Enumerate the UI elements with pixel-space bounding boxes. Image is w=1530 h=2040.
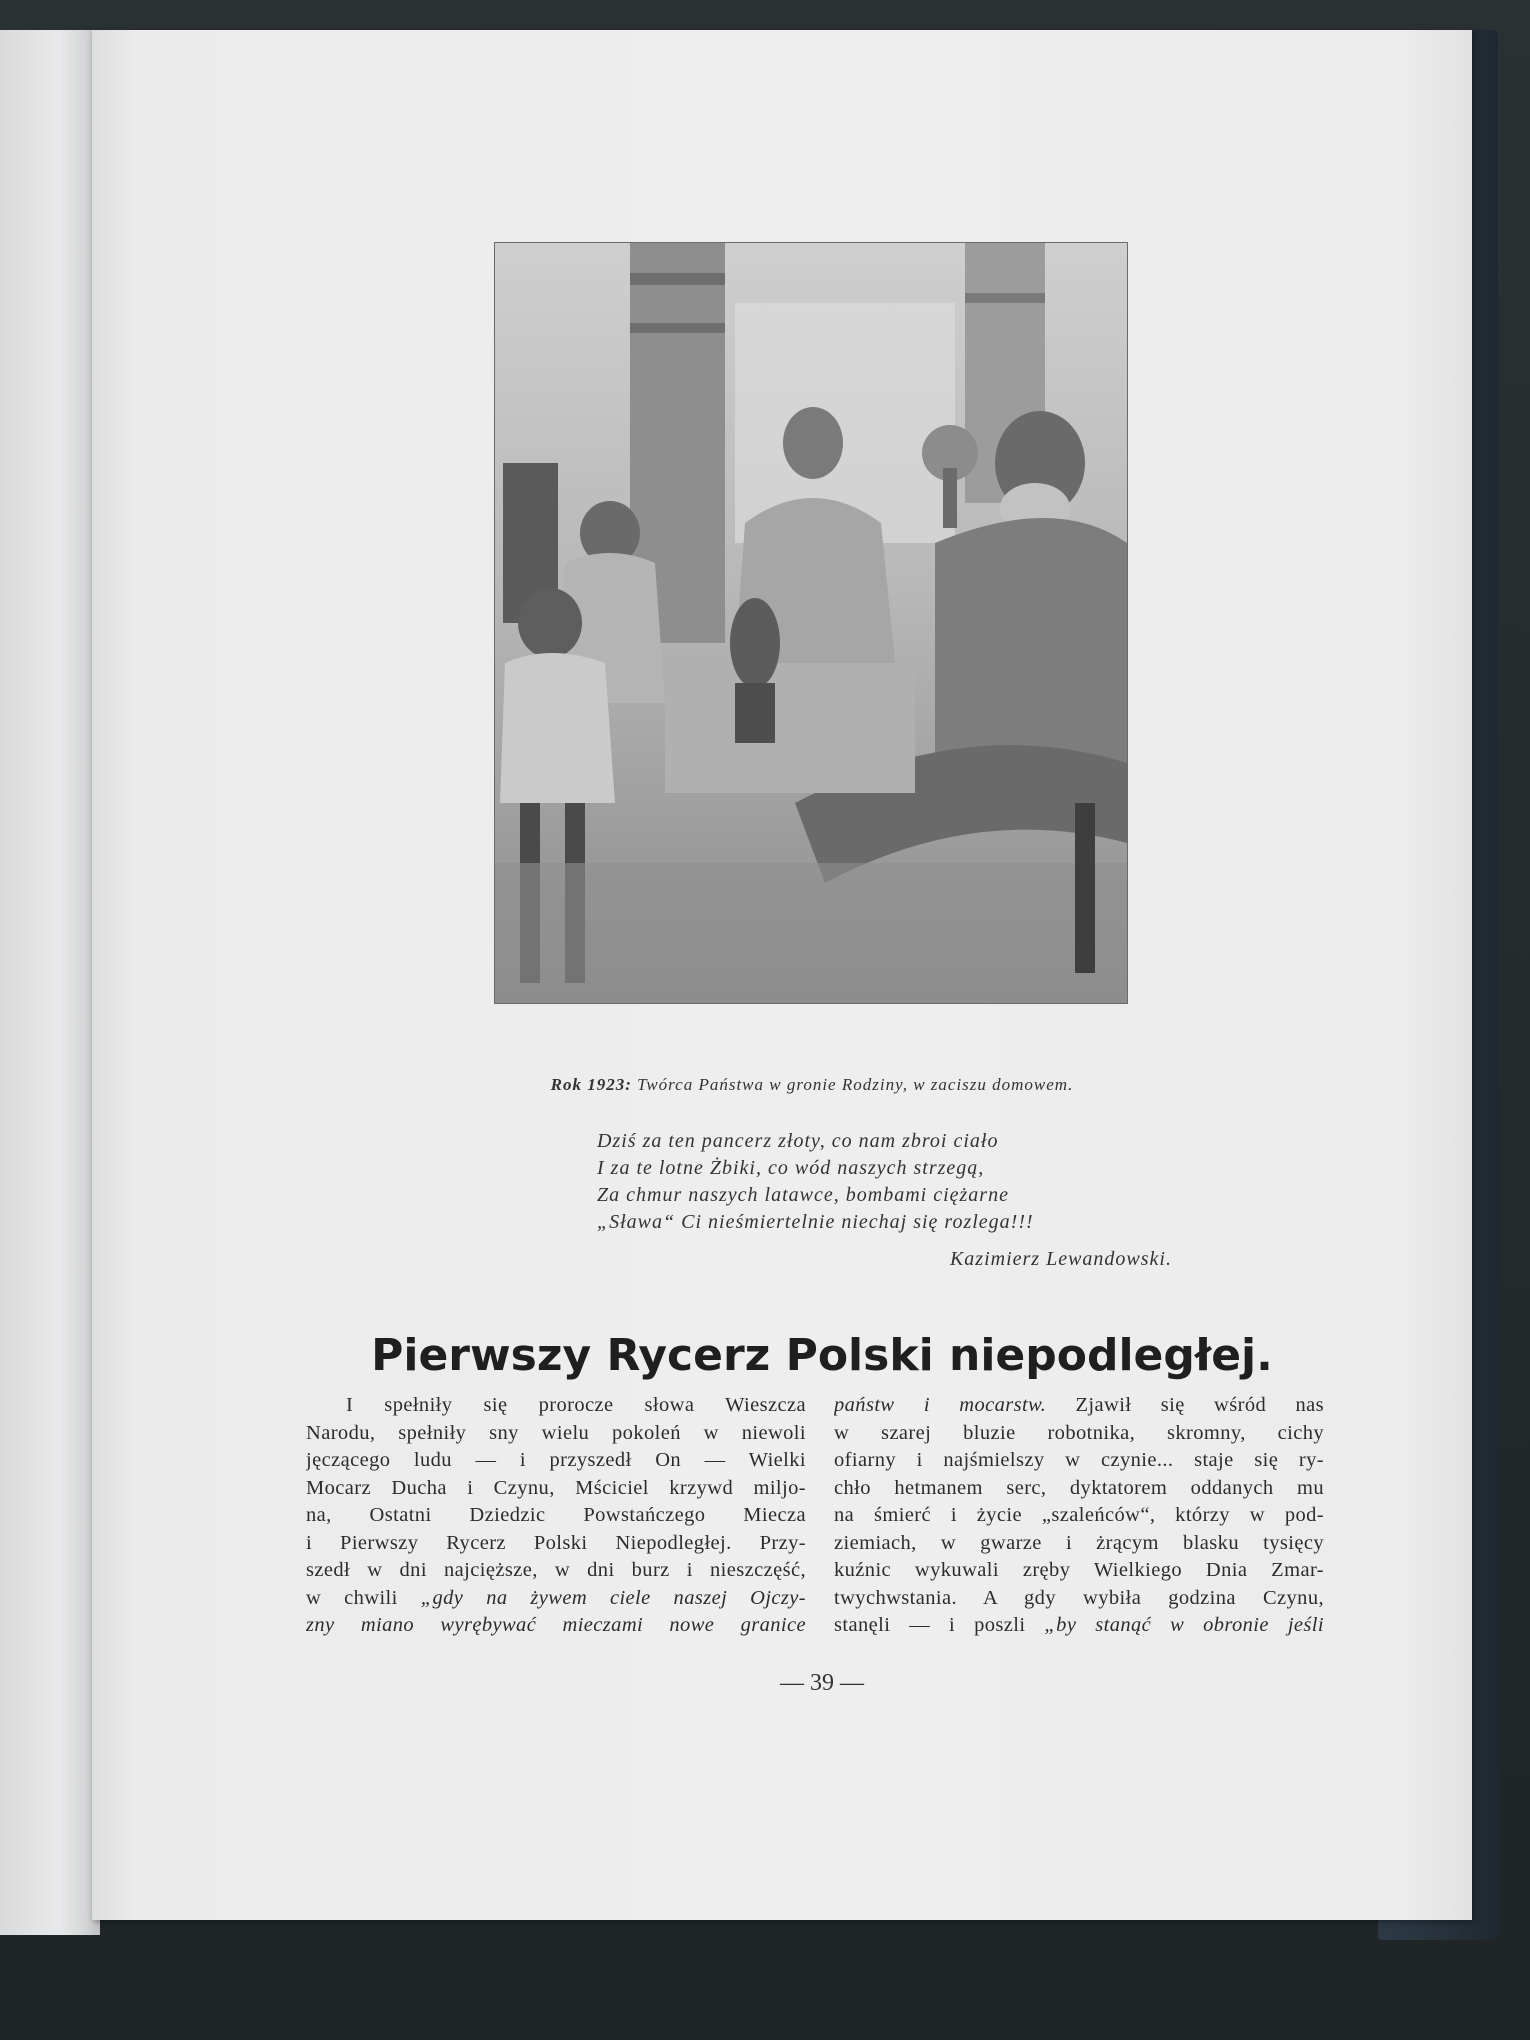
text-line: twychwstania. A gdy wybiła godzina Czynu, [834, 1586, 1324, 1609]
poem-line: Dziś za ten pancerz złoty, co nam zbroi ciało [597, 1130, 999, 1152]
poem-line: I za te lotne Żbiki, co wód naszych strzegą, [597, 1157, 985, 1179]
text-line: jęczącego ludu — i przyszedł On — Wielki [306, 1449, 806, 1471]
text-line: Mocarz Ducha i Czynu, Mściciel krzywd miljo- [306, 1476, 806, 1499]
family-photo-icon [495, 243, 1127, 1003]
text-segment-italic: „by stanąć w obronie jeśli [1044, 1614, 1324, 1636]
text-line [834, 1392, 1324, 1420]
family-photo [494, 242, 1128, 1004]
text-line: na, Ostatni Dziedzic Powstańczego Miecza [306, 1504, 806, 1526]
text-line: ofiarny i najśmielszy w czynie... staje się ry- [834, 1449, 1324, 1471]
article-title: Pierwszy Rycerz Polski niepodległej. [371, 1330, 1273, 1381]
caption-year: Rok 1923: [550, 1075, 632, 1094]
text-line: ziemiach, w gwarze i żrącym blasku tysięcy [834, 1531, 1324, 1554]
text-line: Narodu, spełniły sny wielu pokoleń w niewoli [306, 1421, 806, 1444]
article-column-left [306, 1392, 806, 1640]
poem-line: Za chmur naszych latawce, bombami ciężarne [597, 1184, 1009, 1206]
text-line: i Pierwszy Rycerz Polski Niepodległej. Przy- [306, 1531, 806, 1554]
text-segment: Zjawił się wśród nas [1075, 1394, 1324, 1416]
book-page [92, 30, 1472, 1920]
text-segment-italic: „gdy na żywem ciele naszej Ojczy- [420, 1586, 806, 1609]
poem-author: Kazimierz Lewandowski. [949, 1248, 1172, 1270]
text-line [306, 1585, 806, 1613]
text-line: chło hetmanem serc, dyktatorem oddanych mu [834, 1476, 1324, 1499]
text-line: w szarej bluzie robotnika, skromny, cichy [834, 1421, 1324, 1444]
text-line [834, 1612, 1324, 1640]
left-page-edge [0, 30, 100, 1935]
text-segment-italic: państw i mocarstw. [834, 1394, 1047, 1416]
article-column-right [834, 1392, 1324, 1640]
photo-caption [392, 1075, 1232, 1095]
text-segment: stanęli — i poszli [834, 1614, 1026, 1636]
text-line: szedł w dni najcięższe, w dni burz i nieszczęść, [306, 1559, 806, 1581]
caption-text: Twórca Państwa w gronie Rodziny, w zaciszu domowem. [637, 1075, 1074, 1094]
text-line: zny miano wyrębywać mieczami nowe granice [306, 1614, 806, 1636]
poem-line: „Sława“ Ci nieśmiertelnie niechaj się rozlega!!! [597, 1211, 1034, 1233]
page-number: — 39 — [780, 1670, 864, 1696]
text-line: I spełniły się prorocze słowa Wieszcza [346, 1394, 806, 1416]
poem [597, 1128, 1217, 1236]
text-segment: w chwili [306, 1586, 398, 1609]
text-line: na śmierć i życie „szaleńców“, którzy w pod- [834, 1504, 1324, 1526]
text-line: kuźnic wykuwali zręby Wielkiego Dnia Zmar- [834, 1559, 1324, 1581]
